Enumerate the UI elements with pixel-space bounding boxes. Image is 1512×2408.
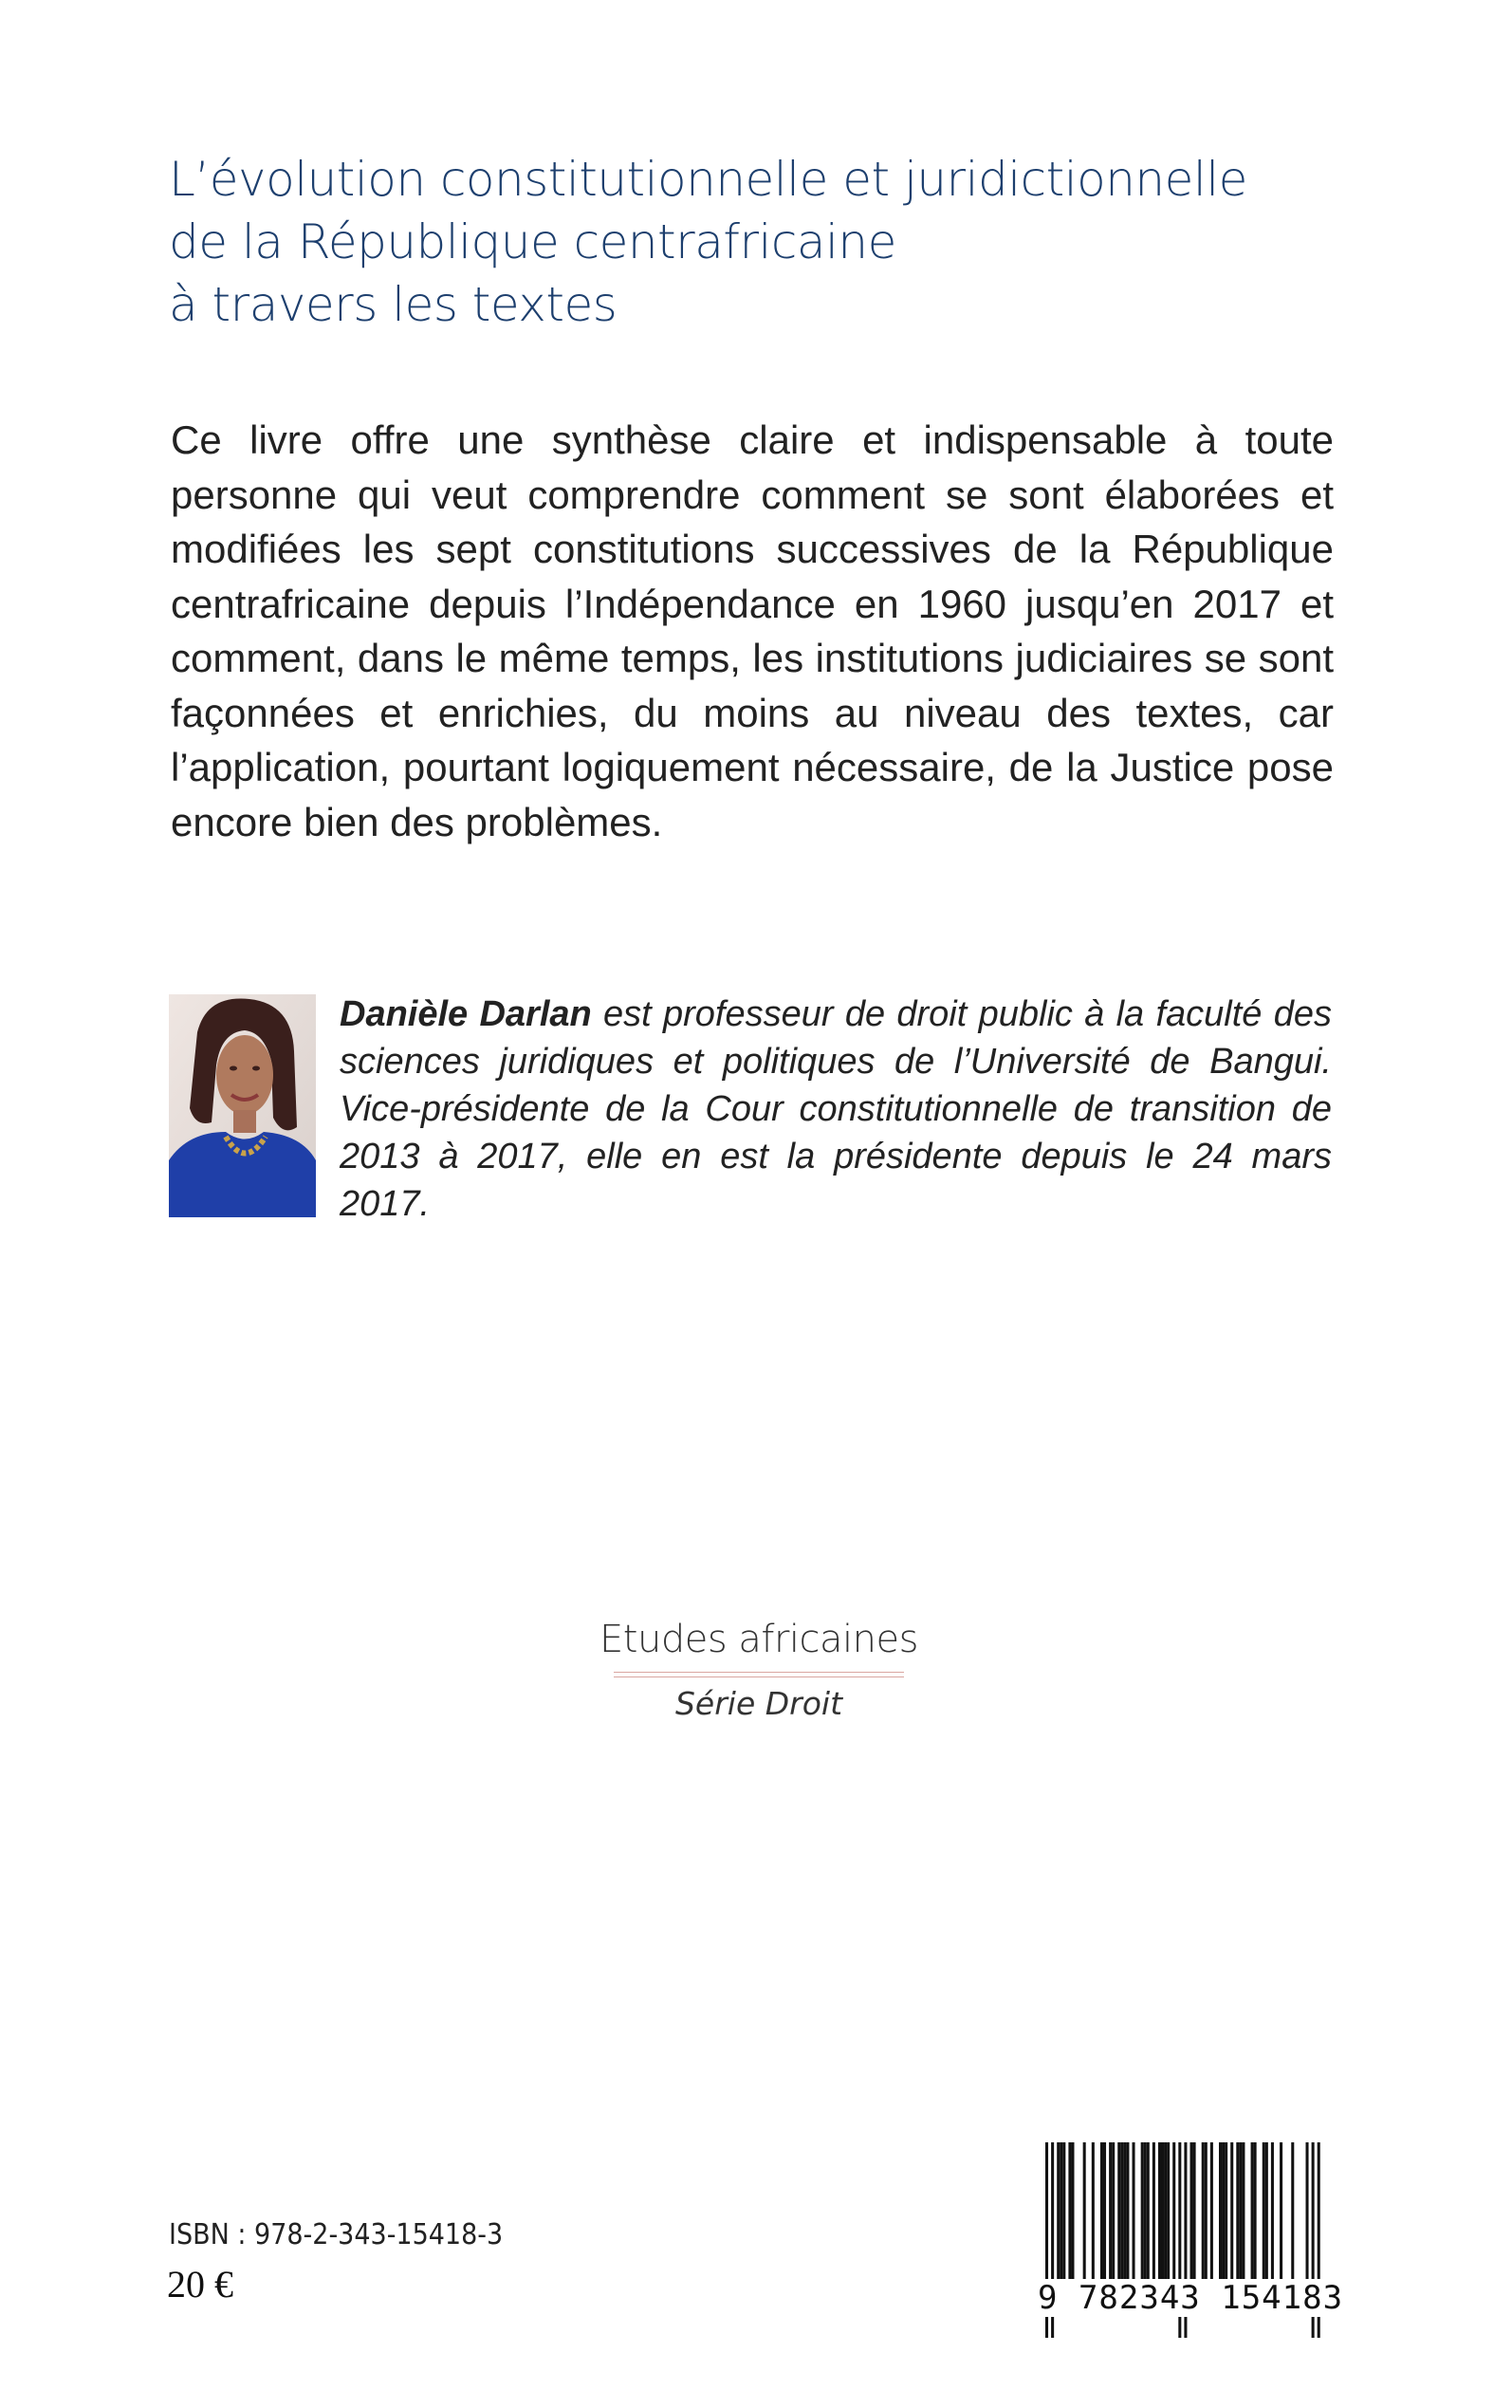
barcode-bar [1263,2142,1265,2281]
barcode-bar [1133,2142,1135,2281]
barcode-bar [1103,2142,1106,2281]
barcode-bar [1144,2142,1147,2281]
series-block [474,1613,1043,1723]
barcode-bar [1062,2142,1065,2281]
barcode-bar [1172,2142,1175,2281]
barcode-bar [1239,2142,1242,2281]
barcode-bar [1219,2142,1222,2281]
barcode-bar [1147,2142,1150,2281]
series-name: Etudes africaines [599,1618,918,1661]
barcode-bar [1152,2142,1155,2281]
barcode-bar [1230,2142,1233,2281]
barcode-bar [1092,2142,1095,2281]
barcode-bar [1222,2142,1225,2281]
barcode-bar [1251,2142,1254,2281]
book-blurb: Ce livre offre une synthèse claire et indispensable à toute personne qui veut comprendre comment se sont élaborées et modifiées les sept constitutions successives de la République centrafricaine depuis l’Indépendance en 1960 jusqu’en 2017 et comment, dans le même temps, les institutions judiciaires se sont façonnées et enrichies, du moins au niveau des textes, car l’application, pourtant logiquement nécessaire, de la Justice pose encore bien des problèmes. [171,417,1334,844]
barcode-bar [1123,2142,1126,2281]
isbn: ISBN : 978-2-343-15418-3 [169,2218,504,2251]
barcode-bar [1254,2142,1257,2281]
barcode-bar [1210,2142,1213,2281]
barcode-bar [1109,2142,1112,2281]
barcode-bar [1158,2142,1161,2281]
barcode-bar [1225,2142,1227,2281]
title-line: de la République centrafricaine [169,214,896,269]
barcode-bar [1120,2142,1123,2281]
barcode-bar [1280,2142,1282,2281]
barcode-bar [1167,2142,1170,2281]
title-line: L’évolution constitutionnelle et juridictionnelle [169,152,1247,207]
barcode-bar [1100,2142,1103,2281]
barcode-bar [1202,2142,1205,2281]
book-title [169,148,1355,336]
barcode-bar [1060,2142,1062,2281]
author-name: Danièle Darlan [340,994,592,1034]
barcode-bar [1242,2142,1245,2281]
barcode-bar [1164,2142,1167,2281]
barcode-bar [1071,2142,1074,2281]
series-subtitle: Série Droit [674,1685,843,1722]
barcode-bar [1291,2142,1294,2281]
barcode-bar [1126,2142,1129,2281]
price: 20 € [167,2263,233,2306]
barcode-bar [1190,2142,1193,2281]
series-rule [614,1672,904,1677]
barcode-number: 9 782343 154183 [1038,2279,1344,2317]
barcode-bar [1068,2142,1071,2281]
author-bio-text: est professeur de droit public à la faculté des sciences juridiques et politiques de l’Université de Bangui. Vice-présidente de la Cour constitutionnelle de transition de 2013 à 2017, elle en est la présidente depuis le 24 mars 2017. [340,994,1332,1224]
barcode-bar [1265,2142,1268,2281]
title-line: à travers les textes [169,277,618,332]
barcode-bar [1057,2142,1060,2281]
barcode-bar [1205,2142,1208,2281]
author-bio [340,991,1332,1228]
barcode-bar [1161,2142,1164,2281]
barcode-bar [1112,2142,1115,2281]
barcode-bar [1141,2142,1144,2281]
barcode-bar [1236,2142,1239,2281]
barcode-bar [1083,2142,1086,2281]
author-photo [169,994,316,1217]
barcode-bar [1271,2142,1274,2281]
barcode-bar [1193,2142,1196,2281]
barcode-bar [1117,2142,1120,2281]
barcode-bar [1306,2142,1309,2281]
